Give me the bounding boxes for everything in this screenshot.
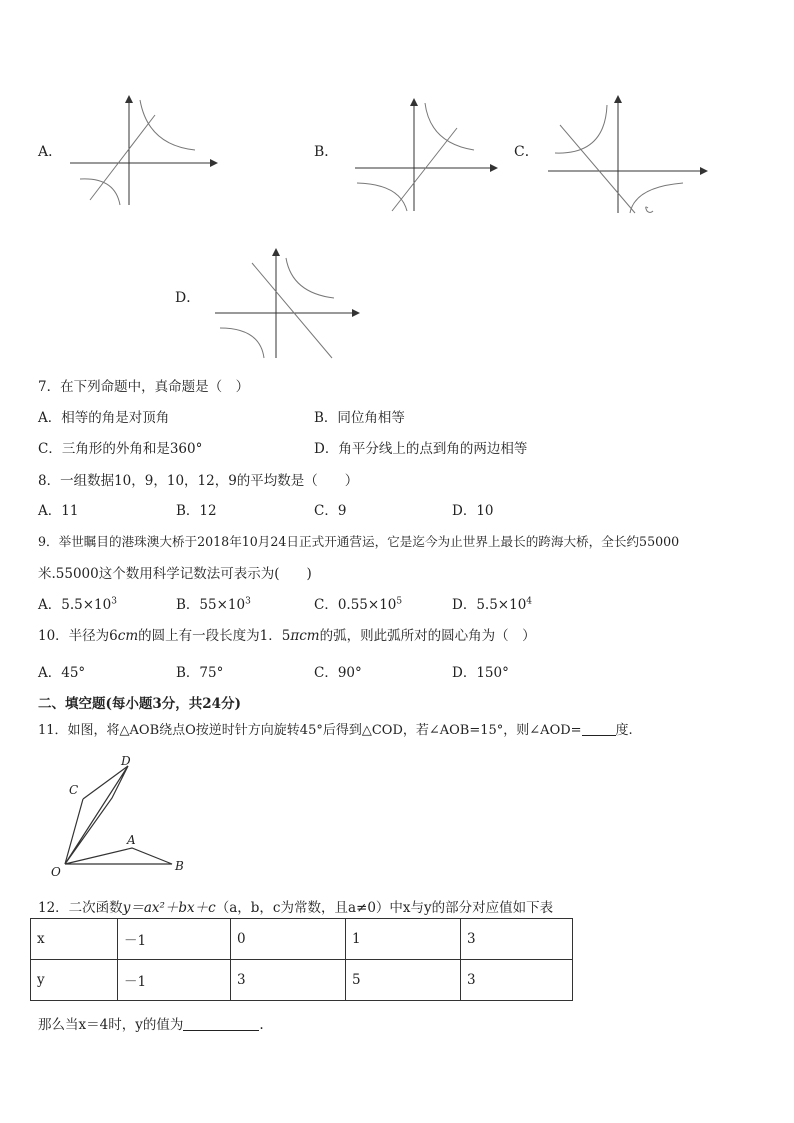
q7-stem: 7．在下列命题中，真命题是（ ）	[38, 379, 250, 395]
option-b-label: B．	[314, 144, 339, 160]
q7-option-c: C．三角形的外角和是360°	[38, 441, 203, 457]
table-row	[31, 919, 573, 960]
q9-option-c: C．$0.55\times 10^5$	[314, 596, 403, 613]
table-cell: y	[31, 960, 118, 1001]
table-cell: 1	[346, 919, 461, 960]
q12-stem: 12．二次函数y＝ax²＋bx＋c（a，b，c为常数，且a≠0）中x与y的部分对应值如下表	[38, 900, 554, 916]
q8-option-a: A．11	[38, 503, 79, 519]
q11-label-d: D	[121, 754, 131, 768]
q11-label-o: O	[51, 865, 61, 879]
q7-option-a: A．相等的角是对顶角	[38, 410, 170, 426]
option-c-label: C．	[514, 144, 539, 160]
q11-label-c: C	[69, 783, 79, 797]
table-row	[31, 960, 573, 1001]
q8-option-b: B．12	[176, 503, 217, 519]
table-cell: 3	[461, 960, 573, 1001]
q10-option-a: A．45°	[38, 665, 86, 681]
graph-option-a	[60, 95, 220, 210]
q12-question: 那么当x＝4时，y的值为 .	[38, 1017, 264, 1033]
q11-stem: 11．如图，将△AOB绕点O按逆时针方向旋转45°后得到△COD，若∠AOB=15°，则∠AOD= 度.	[38, 723, 633, 738]
q10-option-b: B．75°	[176, 665, 224, 681]
q10-option-d: D．150°	[452, 665, 509, 681]
q10-stem: 10．半径为6cm的圆上有一段长度为1．5πcm的弧，则此弧所对的圆心角为（ ）	[38, 628, 536, 644]
graph-option-c	[545, 95, 715, 215]
section2-title: 二、填空题(每小题3分，共24分)	[38, 696, 241, 712]
graph-option-d	[212, 248, 362, 360]
option-d-label: D．	[175, 290, 201, 306]
table-cell: x	[31, 919, 118, 960]
q11-rotation-figure	[45, 752, 205, 882]
q11-answer-blank[interactable]	[582, 721, 616, 736]
q7-option-b: B．同位角相等	[314, 410, 405, 426]
table-cell: 3	[231, 960, 346, 1001]
q9-stem-line2: 米.55000这个数用科学记数法可表示为( )	[38, 566, 312, 582]
q8-stem: 8．一组数据10，9，10，12，9的平均数是（ ）	[38, 473, 359, 489]
q11-label-a: A	[127, 833, 136, 847]
table-cell: 5	[346, 960, 461, 1001]
q8-option-c: C．9	[314, 503, 347, 519]
q7-option-d: D．角平分线上的点到角的两边相等	[314, 441, 528, 457]
option-a-label: A．	[38, 144, 63, 160]
table-cell: 3	[461, 919, 573, 960]
q12-answer-blank[interactable]	[183, 1016, 259, 1031]
table-cell: －1	[118, 960, 231, 1001]
q9-option-d: D．$5.5\times 10^4$	[452, 596, 533, 613]
table-cell: －1	[118, 919, 231, 960]
q12-value-table	[30, 918, 573, 1001]
q9-stem-line1: 9．举世瞩目的港珠澳大桥于2018年10月24日正式开通营运，它是迄今为止世界上最长的跨海大桥，全长约55000	[38, 534, 680, 549]
q11-label-b: B	[175, 859, 184, 873]
q9-option-b: B．$55\times 10^3$	[176, 596, 251, 613]
table-cell: 0	[231, 919, 346, 960]
q9-option-a: A．$5.5\times 10^3$	[38, 596, 117, 613]
graph-option-b	[352, 98, 502, 213]
q10-option-c: C．90°	[314, 665, 362, 681]
q8-option-d: D．10	[452, 503, 494, 519]
